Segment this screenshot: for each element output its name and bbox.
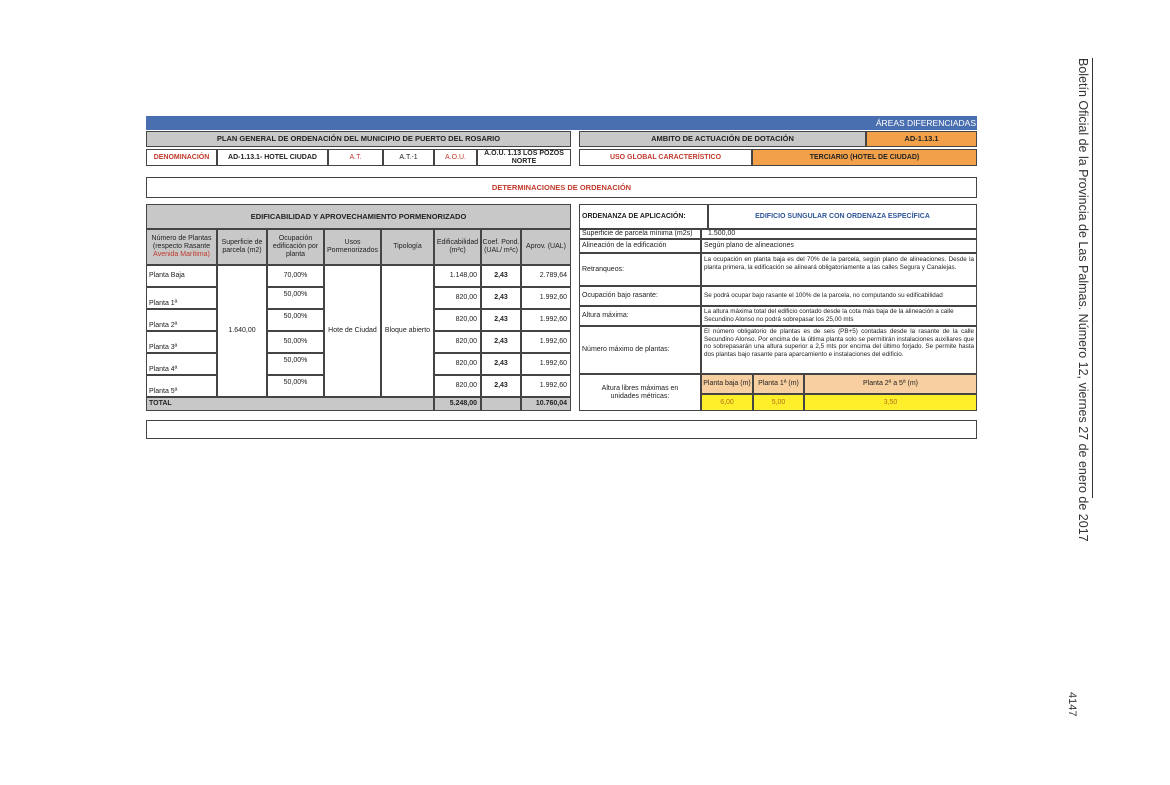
row-planta: Planta 5ª xyxy=(146,375,217,397)
row-ocupacion: 70,00% xyxy=(267,265,324,287)
row-coef: 2,43 xyxy=(481,265,521,287)
aou-value: A.O.U. 1.13 LOS POZOS NORTE xyxy=(477,149,571,166)
header-plantas xyxy=(146,229,217,265)
total-edif: 5.248,00 xyxy=(434,397,481,411)
empty-footer-box xyxy=(146,420,977,439)
alineacion-label: Alineación de la edificación xyxy=(579,239,701,253)
determinaciones-title: DETERMINACIONES DE ORDENACIÓN xyxy=(146,177,977,198)
row-edif: 1.148,00 xyxy=(434,265,481,287)
header-superficie: Superficie de parcela (m2) xyxy=(217,229,267,265)
row-edif: 820,00 xyxy=(434,353,481,375)
at-label: A.T. xyxy=(328,149,383,166)
retranqueos-box xyxy=(701,253,977,286)
bajo-rasante-label: Ocupación bajo rasante: xyxy=(579,286,701,306)
row-planta: Planta 3ª xyxy=(146,331,217,353)
row-ocupacion: 50,00% xyxy=(267,287,324,309)
header-rule xyxy=(1092,58,1093,498)
row-coef: 2,43 xyxy=(481,375,521,397)
header-plantas-line3: Avenida Marítima) xyxy=(153,251,210,258)
alturas-value-p2-5: 3,50 xyxy=(804,394,977,411)
row-coef: 2,43 xyxy=(481,287,521,309)
ordenanza-label: ORDENANZA DE APLICACIÓN: xyxy=(579,204,708,229)
row-aprov: 1.992,60 xyxy=(521,375,571,397)
row-aprov: 1.992,60 xyxy=(521,309,571,331)
total-coef-empty xyxy=(481,397,521,411)
num-plantas-label: Número máximo de plantas: xyxy=(579,326,701,374)
alturas-value-pb: 6,00 xyxy=(701,394,753,411)
ordenanza-value: EDIFICIO SUNGULAR CON ORDENAZA ESPECÍFICA xyxy=(708,204,977,229)
superficie-value: 1.640,00 xyxy=(217,265,267,397)
gazette-header: Boletín Oficial de la Provincia de Las Palmas. Número 12, viernes 27 de enero de 2017 xyxy=(1076,58,1090,542)
alturas-libres-label: Altura libres máximas en unidades métricas: xyxy=(579,374,701,411)
header-usos: Usos Pormenorizados xyxy=(324,229,381,265)
row-planta: Planta 1ª xyxy=(146,287,217,309)
denominacion-value: AD-1.13.1- HOTEL CIUDAD xyxy=(217,149,328,166)
row-planta: Planta Baja xyxy=(146,265,217,287)
retranqueos-value: La ocupación en planta baja es del 70% de la parcela, según plano de alineaciones. Desde la planta primera, la edificación se alineará obligatoriamente a las calles Segura y Canalejas. xyxy=(704,256,974,271)
row-edif: 820,00 xyxy=(434,331,481,353)
areas-banner-label: ÁREAS DIFERENCIADAS xyxy=(875,118,976,128)
sup-min-value: 1.500,00 xyxy=(701,229,977,239)
alineacion-value: Según plano de alineaciones xyxy=(701,239,977,253)
row-edif: 820,00 xyxy=(434,287,481,309)
header-plantas-line2: (respecto Rasante xyxy=(152,243,211,250)
num-plantas-value: El número obligatorio de plantas es de seis (PB+5) contadas desde la rasante de la calle Secundino Alonso. Por encima de la última planta solo se permitirán instalaciones auxiliares que no sobrepasarán una altura superior a 2,5 mts por encima del último forjado. Se permite hasta dos plantas bajo rasante para aparcamiento e instalaciones del edificio. xyxy=(704,328,974,358)
page-number: 4147 xyxy=(1066,692,1078,717)
row-ocupacion: 50,00% xyxy=(267,375,324,397)
bajo-rasante-value: Se podrá ocupar bajo rasante el 100% de la parcela, no computando su edificabilidad xyxy=(701,286,977,306)
edificabilidad-title: EDIFICABILIDAD Y APROVECHAMIENTO PORMENORIZADO xyxy=(146,204,571,229)
header-edificabilidad: Edificabilidad (m²c) xyxy=(434,229,481,265)
header-ocupacion: Ocupación edificación por planta xyxy=(267,229,324,265)
uso-label: USO GLOBAL CARACTERÍSTICO xyxy=(579,149,752,166)
alturas-header-pb: Planta baja (m) xyxy=(701,374,753,394)
alturas-value-p1: 5,00 xyxy=(753,394,804,411)
header-coef: Coef. Pond. (UAL/ m²c) xyxy=(481,229,521,265)
header-tipologia: Tipología xyxy=(381,229,434,265)
retranqueos-label: Retranqueos: xyxy=(579,253,701,286)
row-ocupacion: 50,00% xyxy=(267,309,324,331)
tipologia-value: Bloque abierto xyxy=(381,265,434,397)
aou-label: A.O.U. xyxy=(434,149,477,166)
row-aprov: 1.992,60 xyxy=(521,287,571,309)
plan-title: PLAN GENERAL DE ORDENACIÓN DEL MUNICIPIO DE PUERTO DEL ROSARIO xyxy=(146,131,571,147)
total-aprov: 10.760,04 xyxy=(521,397,571,411)
row-ocupacion: 50,00% xyxy=(267,331,324,353)
row-coef: 2,43 xyxy=(481,331,521,353)
at-value: A.T.-1 xyxy=(383,149,434,166)
row-aprov: 2.789,64 xyxy=(521,265,571,287)
row-edif: 820,00 xyxy=(434,375,481,397)
alturas-header-p1: Planta 1ª (m) xyxy=(753,374,804,394)
sup-min-label: Superficie de parcela mínima (m2s) xyxy=(579,229,701,239)
row-ocupacion: 50,00% xyxy=(267,353,324,375)
row-planta: Planta 4ª xyxy=(146,353,217,375)
row-edif: 820,00 xyxy=(434,309,481,331)
row-planta: Planta 2ª xyxy=(146,309,217,331)
altura-label: Altura máxima: xyxy=(579,306,701,326)
num-plantas-box xyxy=(701,326,977,374)
usos-value: Hote de Ciudad xyxy=(324,265,381,397)
header-plantas-line1: Número de Plantas xyxy=(151,235,212,242)
row-coef: 2,43 xyxy=(481,309,521,331)
header-aprov: Aprov. (UAL) xyxy=(521,229,571,265)
altura-value: La altura máxima total del edificio contado desde la cota más baja de la alineación a calle Secundino Alonso no podrá sobrepasar los 25,00 mts xyxy=(701,306,977,326)
ambito-label: AMBITO DE ACTUACIÓN DE DOTACIÓN xyxy=(579,131,866,147)
uso-value: TERCIARIO (HOTEL DE CIUDAD) xyxy=(752,149,977,166)
denominacion-label: DENOMINACIÓN xyxy=(146,149,217,166)
row-aprov: 1.992,60 xyxy=(521,331,571,353)
alturas-header-p2-5: Planta 2ª a 5ª (m) xyxy=(804,374,977,394)
total-label: TOTAL xyxy=(146,397,434,411)
ambito-value: AD-1.13.1 xyxy=(866,131,977,147)
row-coef: 2,43 xyxy=(481,353,521,375)
row-aprov: 1.992,60 xyxy=(521,353,571,375)
